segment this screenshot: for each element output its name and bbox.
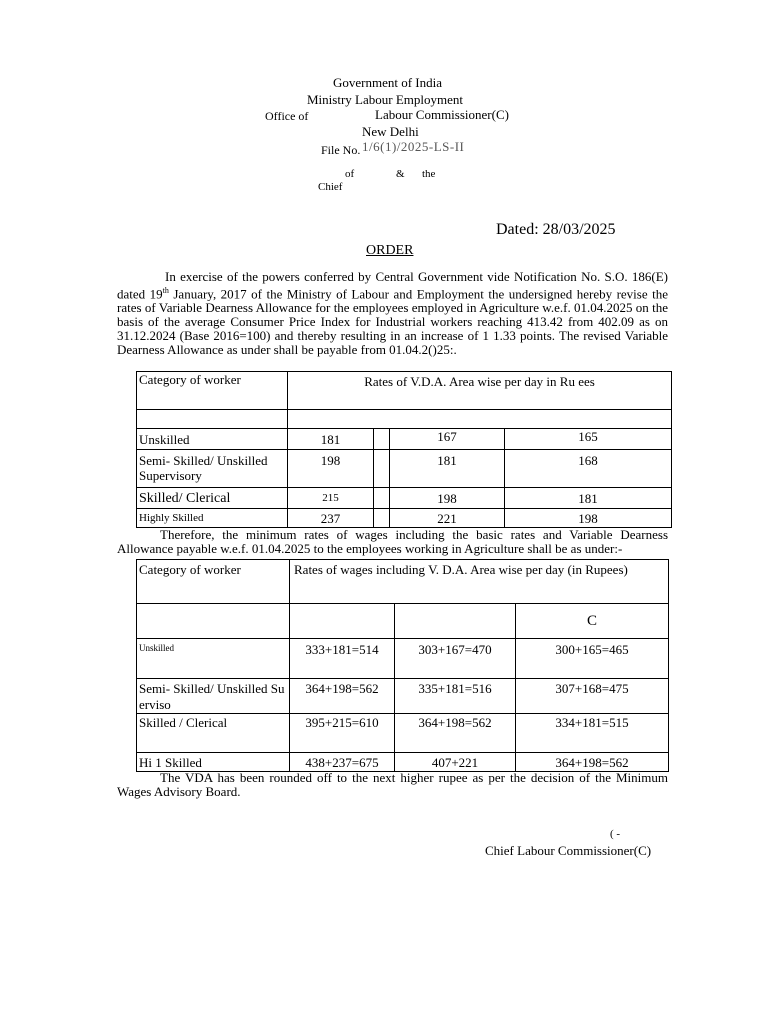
order-paragraph-1: [117, 270, 668, 357]
vda-area-c-cell: 198: [505, 509, 672, 528]
wage-area-c-cell: 364+198=562: [516, 753, 669, 772]
table-row: [137, 450, 672, 488]
wage-area-a-cell: 333+181=514: [290, 639, 395, 679]
wage-area-b-cell: 335+181=516: [395, 679, 516, 714]
header-government: Government of India: [333, 75, 443, 90]
signatory-designation: Chief Labour Commissioner(C): [485, 843, 652, 858]
order-date: Dated: 28/03/2025: [496, 221, 616, 238]
vda-narrow-cell: [374, 488, 390, 509]
vda-area-b-cell: 167: [390, 429, 505, 450]
wage-table-area-row: [137, 604, 669, 639]
wage-category-cell: Skilled / Clerical: [137, 714, 290, 753]
header-office-of: Office of: [265, 109, 309, 123]
order-paragraph-2: Therefore, the minimum rates of wages including the basic rates and Variable Dearness Allowance payable w.e.f. 01.04.2025 to the employees working in Agriculture shall be as under:-: [117, 527, 668, 556]
table-row: [137, 429, 672, 450]
header-fragment-the: the: [422, 168, 436, 180]
table-row: [137, 714, 669, 753]
wage-area-b: [395, 604, 516, 639]
wage-area-c-cell: 307+168=475: [516, 679, 669, 714]
vda-narrow-cell: [374, 429, 390, 450]
header-fragment-amp: &: [396, 168, 405, 180]
table-row: [137, 679, 669, 714]
vda-table-area-row: [137, 410, 672, 429]
signature-mark: ( -: [610, 828, 621, 840]
header-city: New Delhi: [362, 124, 419, 139]
vda-area-a-cell: 198: [288, 450, 374, 488]
vda-category-cell: Semi- Skilled/ Unskilled Supervisory: [137, 450, 288, 488]
vda-narrow-cell: [374, 509, 390, 528]
vda-category-cell: Skilled/ Clerical: [137, 488, 288, 509]
wage-area-a-cell: 364+198=562: [290, 679, 395, 714]
vda-area-c-cell: 181: [505, 488, 672, 509]
vda-category-cell: Highly Skilled: [137, 509, 288, 528]
order-paragraph-3: The VDA has been rounded off to the next higher rupee as per the decision of the Minimum Wages Advisory Board.: [117, 770, 668, 799]
wage-area-a: [290, 604, 395, 639]
wage-table-header-row: [137, 560, 669, 604]
wage-area-blank: [137, 604, 290, 639]
wage-category-cell: Semi- Skilled/ Unskilled Su erviso: [137, 679, 290, 714]
wage-header-rates: Rates of wages including V. D.A. Area wise per day (in Rupees): [290, 560, 669, 604]
vda-area-b-cell: 181: [390, 450, 505, 488]
vda-area-a-cell: 215: [288, 488, 374, 509]
vda-category-cell: Unskilled: [137, 429, 288, 450]
header-fragment-chief: Chief: [318, 181, 343, 193]
wage-area-c-cell: 334+181=515: [516, 714, 669, 753]
wage-area-b-cell: 364+198=562: [395, 714, 516, 753]
wage-area-b-cell: 303+167=470: [395, 639, 516, 679]
wage-rates-table: [136, 559, 669, 772]
header-office-name: Labour Commissioner(C): [375, 107, 509, 122]
paragraph-1-text-a: In exercise of the powers conferred by Central Government vide Notification No. S.O. 186(E) dated 19: [117, 269, 668, 302]
table-row: [137, 509, 672, 528]
wage-area-c: C: [516, 604, 669, 639]
vda-area-blank-2: [288, 410, 672, 429]
header-ministry: Ministry Labour Employment: [307, 92, 463, 107]
vda-header-category: Category of worker: [137, 372, 288, 410]
vda-area-a-cell: 237: [288, 509, 374, 528]
vda-area-a-cell: 181: [288, 429, 374, 450]
table-row: [137, 639, 669, 679]
wage-area-a-cell: 395+215=610: [290, 714, 395, 753]
vda-narrow-cell: [374, 450, 390, 488]
vda-table-header-row: [137, 372, 672, 410]
vda-area-c-cell: 168: [505, 450, 672, 488]
vda-area-b-cell: 221: [390, 509, 505, 528]
vda-rates-table: [136, 371, 672, 528]
file-label: File No.: [321, 143, 361, 157]
vda-header-rates: Rates of V.D.A. Area wise per day in Ru ees: [288, 372, 672, 410]
wage-area-b-cell: 407+221: [395, 753, 516, 772]
table-row: [137, 488, 672, 509]
file-number: 1/6(1)/2025-LS-II: [362, 139, 465, 154]
wage-category-cell: Hi 1 Skilled: [137, 753, 290, 772]
paragraph-1-superscript: th: [162, 286, 169, 295]
vda-area-c-cell: 165: [505, 429, 672, 450]
header-fragment-of: of: [345, 168, 355, 180]
wage-category-cell: Unskilled: [137, 639, 290, 679]
table-row: [137, 753, 669, 772]
order-title: ORDER: [366, 243, 414, 258]
wage-area-a-cell: 438+237=675: [290, 753, 395, 772]
wage-header-category: Category of worker: [137, 560, 290, 604]
paragraph-1-text-b: January, 2017 of the Ministry of Labour and Employment the undersigned hereby revise the rates of Variable Dearness Allowance for the employees employed in Agriculture w.e.f. 01.04.2025 on the basis of the average Consumer Price Index for Industrial workers reaching 413.42 from 402.09 as on 31.12.2024 (Base 2016=100) and thereby resulting in an increase of 1 1.33 points. The revised Variable Dearness Allowance as under shall be payable from 01.04.2()25:.: [117, 286, 668, 358]
wage-area-c-cell: 300+165=465: [516, 639, 669, 679]
vda-area-b-cell: 198: [390, 488, 505, 509]
vda-area-blank: [137, 410, 288, 429]
